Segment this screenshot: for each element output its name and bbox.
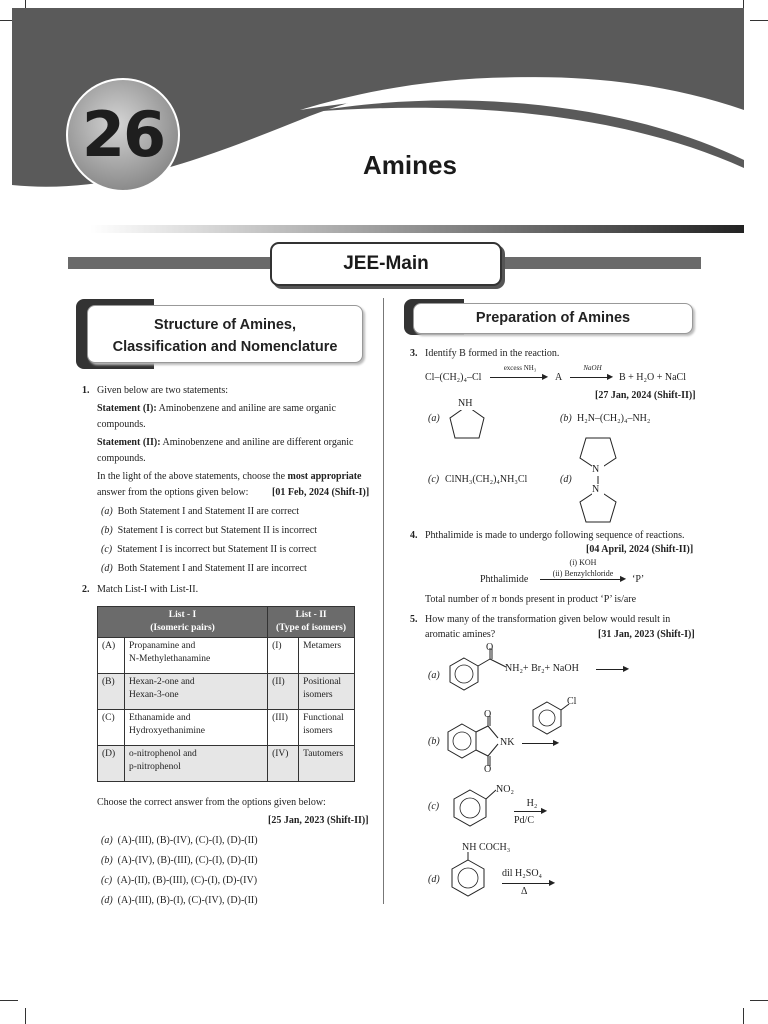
question-intro: Identify B formed in the reaction. [425,348,560,359]
cell-text: Ethanamide and [129,713,191,723]
cell-text: N-Methylethanamine [129,654,211,664]
section-heading-line: Classification and Nomenclature [112,339,338,355]
table-cell: (II) [268,674,299,710]
reaction-arrow [570,377,610,378]
reagent-label: Δ [521,886,528,897]
question-number: 3. [410,348,418,359]
table-row [98,710,355,746]
reaction-arrow [596,669,626,670]
table-row [98,746,355,782]
exam-tag: [27 Jan, 2024 (Shift-II)] [595,390,696,401]
cell-text: Propanamine and [129,641,196,651]
cell-text: isomers [303,690,333,700]
product: B + H₂O + NaCl [619,372,686,383]
reagent-label: (ii) Benzylchloride [552,569,614,578]
cell-text: Tautomers [303,749,344,759]
option-text: Statement I is incorrect but Statement II is correct [117,544,317,555]
question-ask: Total number of π bonds present in product ‘P’ is/are [425,594,637,605]
cell-text: p-nitrophenol [129,762,181,772]
question-ask: Choose the correct answer from the options given below: [97,797,326,808]
exam-tag: [25 Jan, 2023 (Shift-II)] [268,815,369,826]
cell-text: Hexan-3-one [129,690,179,700]
option-a [101,504,299,520]
table-cell: (III) [268,710,299,746]
question-number: 1. [82,385,90,396]
section-heading-line: Structure of Amines, [153,317,297,333]
table-cell: (IV) [268,746,299,782]
table-row [98,674,355,710]
option-text: (A)-(III), (B)-(IV), (C)-(I), (D)-(II) [117,835,258,846]
table-cell [125,710,268,746]
statement-text: Aminobenzene and aniline are same organic [156,403,336,414]
cell-text: Hexan-2-one and [129,677,195,687]
table-cell: (A) [98,638,125,674]
table-row [98,638,355,674]
product: ‘P’ [632,574,645,585]
question-intro: Given below are two statements: [97,385,229,396]
atom-label: NK [500,737,515,748]
table-header [268,607,355,638]
option-label: (d) [428,874,440,885]
section-heading-preparation: Preparation of Amines [413,303,693,334]
header-text: List - I [168,610,197,620]
question-ask [97,469,362,485]
option-text: H₂N–(CH₂)₄–NH₂ [577,413,651,424]
option-label: (a) [101,506,113,517]
option-label: (a) [428,413,440,424]
question-number: 4. [410,530,418,541]
column-divider [383,298,384,904]
arrow-head: ▶ [607,372,614,381]
statement-text: Aminobenzene and aniline are different organic [160,437,354,448]
question-ask-cont: answer from the options given below: [97,487,249,498]
option-d [101,561,307,577]
option-text: (A)-(II), (B)-(III), (C)-(I), (D)-(IV) [117,875,258,886]
cell-text: Positional [303,677,342,687]
option-label: (a) [101,835,113,846]
statement-1-cont: compounds. [97,419,146,430]
table-cell [125,746,268,782]
table-header [98,607,268,638]
option-label: (c) [428,801,440,812]
reaction-arrow [490,377,546,378]
header-text: List - II [295,610,327,620]
crop-mark [750,1000,768,1001]
option-label: (c) [101,875,113,886]
substituent-label: NH COCH₃ [462,842,511,853]
reagent-label: dil H₂SO₄ [502,868,543,879]
statement-label: Statement (II): [97,437,161,448]
atom-label: O [484,709,492,720]
atom-label: NH [458,398,473,409]
table-cell: (I) [268,638,299,674]
reagent-label: Pd/C [514,815,535,826]
cell-text: o-nitrophenol and [129,749,197,759]
arrow-head: ▶ [549,878,556,887]
option-text: (A)-(IV), (B)-(III), (C)-(I), (D)-(II) [117,855,258,866]
option-c [101,873,257,889]
option-text: (A)-(III), (B)-(I), (C)-(IV), (D)-(II) [117,895,258,906]
option-label: (c) [428,474,440,485]
question-intro-cont: aromatic amines? [425,629,496,640]
arrow-head: ▶ [541,806,548,815]
exam-banner: JEE-Main [270,242,502,286]
chapter-number: 26 [81,98,165,171]
cell-text: Metamers [303,641,342,651]
atom-label: Cl [567,696,577,707]
chlorobenzene-structure [527,698,571,736]
atom-label: N [592,464,600,475]
option-label: (d) [101,895,113,906]
benzamide-structure [444,640,514,696]
reaction-arrow [540,579,624,580]
atom-label: N [592,484,600,495]
table-cell [299,674,355,710]
reactant: Phthalimide [480,574,529,585]
ask-emphasis: most appropriate [287,471,362,482]
option-label: (a) [428,670,440,681]
statement-2 [97,435,353,451]
table-cell: (C) [98,710,125,746]
table-header-row [98,607,355,638]
crop-mark [25,1008,26,1024]
option-text: Both Statement I and Statement II are correct [117,506,299,517]
option-label: (c) [101,544,113,555]
table-cell: (B) [98,674,125,710]
question-intro: How many of the transformation given below would result in [425,614,671,625]
option-d [101,893,258,909]
option-label: (d) [101,563,113,574]
statement-1 [97,401,336,417]
bipyrrolidine-structure [572,430,624,530]
question-number: 2. [82,584,90,595]
option-label: (b) [101,855,113,866]
option-text: ClNH₃(CH₂)₄NH₃Cl [445,474,528,485]
option-label: (b) [101,525,113,536]
header-text: (Type of isomers) [276,623,347,633]
header-text: (Isomeric pairs) [150,623,215,633]
intermediate: A [555,372,563,383]
statement-2-cont: compounds. [97,453,146,464]
exam-tag: [31 Jan, 2023 (Shift-I)] [598,629,695,640]
crop-mark [743,1008,744,1024]
reactant: Cl–(CH₂)₄–Cl [425,372,482,383]
table-cell [125,638,268,674]
table-cell [299,710,355,746]
statement-label: Statement (I): [97,403,157,414]
reagent-label: NaOH [583,364,602,372]
cell-text: Functional [303,713,344,723]
option-a [101,833,258,849]
table-cell [125,674,268,710]
table-cell [299,746,355,782]
match-table [97,606,355,782]
table-cell [299,638,355,674]
reaction-arrow [522,743,556,744]
arrow-head: ▶ [620,574,627,583]
option-text: Both Statement I and Statement II are incorrect [117,563,307,574]
option-label: (b) [560,413,572,424]
chapter-title: Amines [363,150,457,180]
question-intro: Match List-I with List-II. [97,584,199,595]
cell-text: isomers [303,726,333,736]
atom-label: O [484,764,492,775]
acetanilide-structure [446,852,490,902]
atom-label: O [486,642,494,653]
question-intro: Phthalimide is made to undergo following sequence of reactions. [425,530,685,541]
crop-mark [0,1000,18,1001]
arrow-head: ▶ [623,664,630,673]
reagent-label: excess NH₃ [503,364,537,372]
option-label: (d) [560,474,572,485]
option-b [101,523,317,539]
question-number: 5. [410,614,418,625]
reaction-arrow [514,811,544,812]
table-cell: (D) [98,746,125,782]
section-heading-structure [87,305,363,363]
exam-tag: [04 April, 2024 (Shift-II)] [586,544,694,555]
ask-text: In the light of the above statements, choose the [97,471,288,482]
atom-label: NO₂ [496,784,514,795]
arrow-head: ▶ [553,738,560,747]
cell-text: Hydroxyethanimine [129,726,205,736]
reagent-label: (i) KOH [569,558,597,567]
reaction-text: NH₂+ Br₂+ NaOH [505,663,579,674]
exam-tag: [01 Feb, 2024 (Shift-I)] [272,487,370,498]
option-text: Statement I is correct but Statement II is incorrect [117,525,318,536]
reagent-label: H₂ [526,798,538,809]
option-c [101,542,316,558]
arrow-head: ▶ [542,372,549,381]
option-b [101,853,258,869]
option-label: (b) [428,736,440,747]
